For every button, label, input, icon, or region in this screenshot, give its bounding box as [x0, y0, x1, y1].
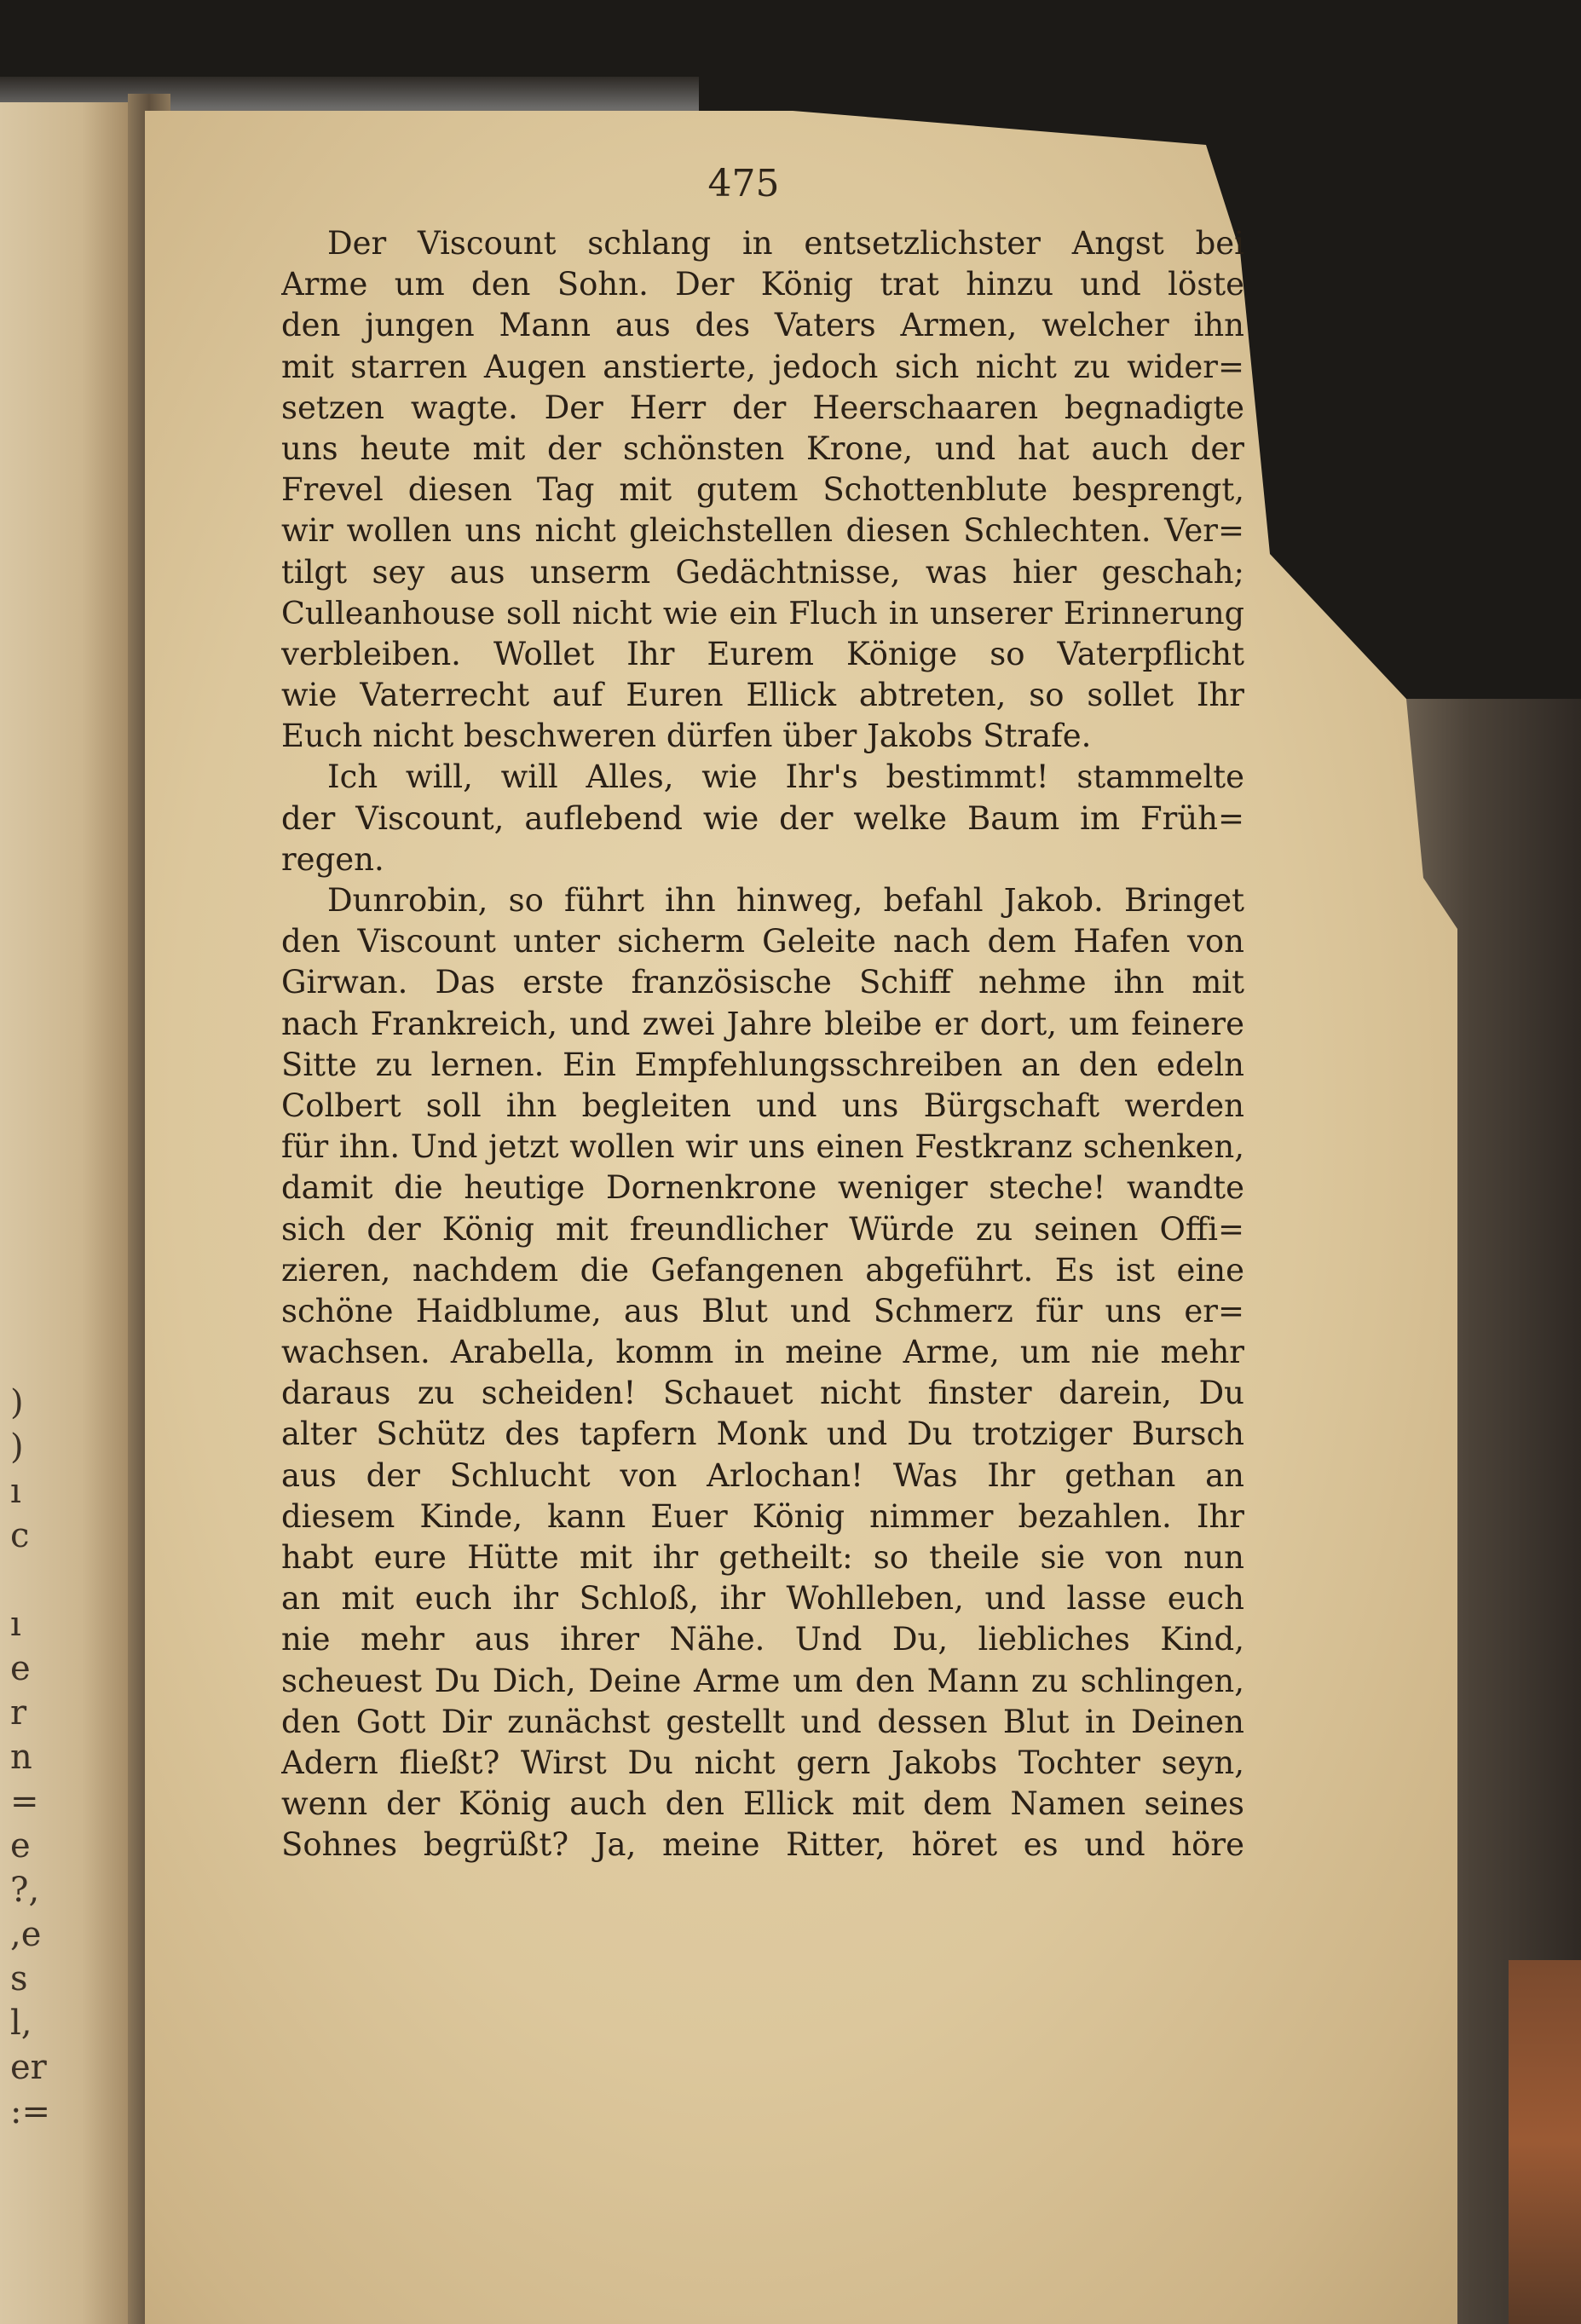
text-line: Frevel diesen Tag mit gutem Schottenblute besprengt, [281, 471, 1244, 509]
text-line: scheuest Du Dich, Deine Arme um den Mann zu schlingen, [281, 1662, 1244, 1699]
text-line: den jungen Mann aus des Vaters Armen, welcher ihn [281, 307, 1244, 344]
left-page [0, 102, 149, 2324]
text-line: diesem Kinde, kann Euer König nimmer bezahlen. Ihr [281, 1497, 1244, 1535]
book-cover-lower [1509, 1960, 1581, 2324]
text-line: schöne Haidblume, aus Blut und Schmerz für uns er= [281, 1292, 1244, 1329]
text-line: Colbert soll ihn begleiten und uns Bürgschaft werden [281, 1087, 1244, 1124]
text-line: daraus zu scheiden! Schauet nicht finster darein, Du [281, 1375, 1244, 1412]
text-line: den Gott Dir zunächst gestellt und dessen Blut in Deinen [281, 1703, 1244, 1740]
text-line: nie mehr aus ihrer Nähe. Und Du, liebliches Kind, [281, 1621, 1244, 1658]
text-line: damit die heutige Dornenkrone weniger steche! wandte [281, 1169, 1244, 1207]
text-line: für ihn. Und jetzt wollen wir uns einen Festkranz schenken, [281, 1128, 1244, 1166]
text-line: sich der König mit freundlicher Würde zu seinen Offi= [281, 1210, 1244, 1248]
text-line: wachsen. Arabella, komm in meine Arme, um nie mehr [281, 1334, 1244, 1371]
text-line: nach Frankreich, und zwei Jahre bleibe er dort, um feinere [281, 1005, 1244, 1042]
text-line: mit starren Augen anstierte, jedoch sich nicht zu wider= [281, 348, 1244, 385]
text-line: Adern fließt? Wirst Du nicht gern Jakobs Tochter seyn, [281, 1744, 1244, 1781]
text-line: Sohnes begrüßt? Ja, meine Ritter, höret es und höre [281, 1826, 1244, 1864]
text-line: uns heute mit der schönsten Krone, und hat auch der [281, 430, 1244, 467]
text-line: wie Vaterrecht auf Euren Ellick abtreten, so sollet Ihr [281, 677, 1244, 714]
text-line: an mit euch ihr Schloß, ihr Wohlleben, und lasse euch [281, 1580, 1244, 1618]
left-page-margin-glyphs: ) ) ı c ı e r n = e ?, ,e s l, er := [10, 1383, 50, 2131]
text-line: tilgt sey aus unserm Gedächtnisse, was hier geschah; [281, 553, 1244, 591]
text-line: der Viscount, auflebend wie der welke Baum im Früh= [281, 799, 1244, 837]
text-line: aus der Schlucht von Arlochan! Was Ihr gethan an [281, 1456, 1244, 1494]
text-line: habt eure Hütte mit ihr getheilt: so theile sie von nun [281, 1539, 1244, 1576]
text-line: setzen wagte. Der Herr der Heerschaaren begnadigte [281, 389, 1244, 426]
text-line: Euch nicht beschweren dürfen über Jakobs Strafe. [281, 718, 1092, 755]
text-line: Girwan. Das erste französische Schiff nehme ihn mit [281, 964, 1244, 1001]
page-number: 475 [707, 162, 780, 205]
text-line: Sitte zu lernen. Ein Empfehlungsschreiben an den edeln [281, 1046, 1244, 1083]
text-line: Culleanhouse soll nicht wie ein Fluch in unserer Erinnerung [281, 594, 1244, 631]
text-line: wir wollen uns nicht gleichstellen diesen Schlechten. Ver= [281, 512, 1244, 550]
text-line: verbleiben. Wollet Ihr Eurem Könige so Vaterpflicht [281, 635, 1244, 672]
text-line: alter Schütz des tapfern Monk und Du trotziger Bursch [281, 1416, 1244, 1453]
text-line: Der Viscount schlang in entsetzlichster Angst bei [327, 225, 1244, 262]
text-line: Ich will, will Alles, wie Ihr's bestimmt! stammelte [327, 758, 1244, 796]
text-line: zieren, nachdem die Gefangenen abgeführt. Es ist eine [281, 1251, 1244, 1289]
body-text [281, 223, 1244, 1866]
text-line: den Viscount unter sicherm Geleite nach dem Hafen von [281, 923, 1244, 960]
text-line: Arme um den Sohn. Der König trat hinzu und löste [281, 266, 1244, 303]
text-line: Dunrobin, so führt ihn hinweg, befahl Jakob. Bringet [327, 882, 1244, 919]
text-line: regen. [281, 840, 384, 878]
text-line: wenn der König auch den Ellick mit dem Namen seines [281, 1785, 1244, 1823]
